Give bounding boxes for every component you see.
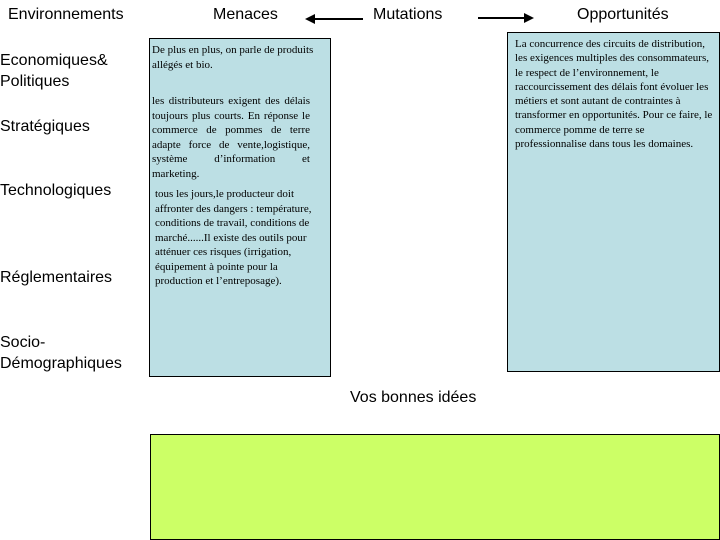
env-reglementaires: Réglementaires — [0, 269, 113, 286]
opportunites-text: La concurrence des circuits de distribution, les exigences multiples des consommateurs, le respect de l’environnement, le raccourcissement des délais font évoluer les métiers et sont autant de contraintes à transformer en opportunités. Pour ce faire, le commerce pomme de terre se professionnalise dans tous les domaines. — [515, 38, 713, 151]
env-economiques-politiques: Economiques& Politiques — [0, 52, 108, 90]
header-menaces: Menaces — [213, 6, 278, 23]
menaces-panel — [149, 38, 331, 377]
header-opportunites: Opportunités — [577, 6, 669, 23]
header-mutations: Mutations — [373, 6, 443, 23]
right-arrow-icon — [478, 11, 534, 25]
ideas-label: Vos bonnes idées — [350, 389, 477, 406]
left-arrow-icon — [305, 12, 365, 26]
menaces-text-1: De plus en plus, on parle de produits allégés et bio. — [152, 44, 314, 71]
menaces-text-2: les distributeurs exigent des délais toujours plus courts. En réponse le commerce de pommes de terre adapte force de vente,logistique, système d’information et marketing. — [152, 95, 310, 180]
env-socio-demographiques: Socio-Démographiques — [0, 334, 122, 372]
env-strategiques: Stratégiques — [0, 118, 90, 135]
menaces-text-3: tous les jours,le producteur doit affronter des dangers : température, conditions de travail, conditions de marché......Il existe des outils pour atténuer ces risques (irrigation, équipement à pointe pour la production et l’entreposage). — [155, 188, 312, 287]
ideas-box[interactable] — [150, 434, 720, 540]
header-environnements: Environnements — [8, 6, 124, 23]
opportunites-panel — [507, 32, 720, 372]
env-technologiques: Technologiques — [0, 182, 112, 199]
